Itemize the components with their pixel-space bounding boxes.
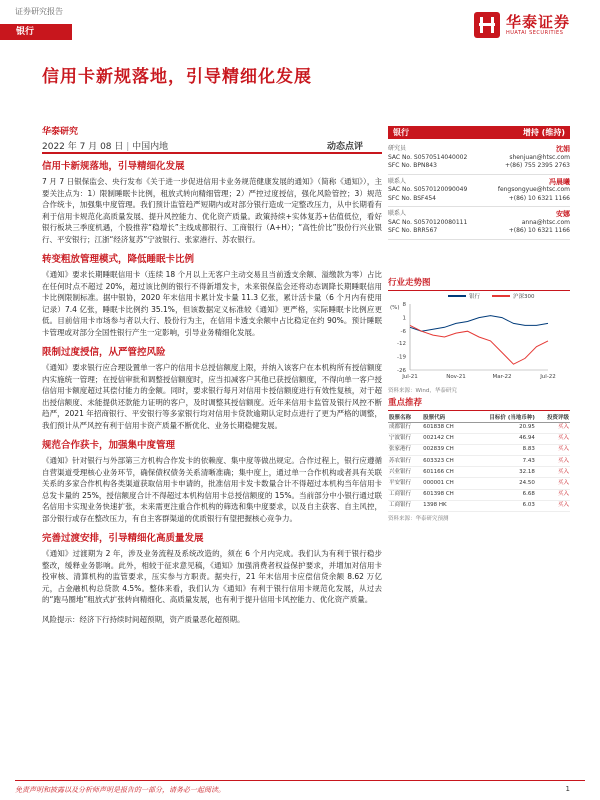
col-header-rating: 投资评级: [536, 412, 570, 423]
rating-cell: 买入: [536, 423, 570, 434]
doc-type-label: 证券研究报告: [15, 7, 63, 16]
analyst-email[interactable]: anna@htsc.com: [521, 218, 570, 226]
analyst-sfc: SFC No. BPN843: [388, 162, 437, 169]
analyst-card: [388, 207, 570, 240]
rating-cell: 买入: [536, 456, 570, 467]
analyst-role: 研究员: [388, 145, 407, 152]
x-tick-label: Mar-22: [492, 374, 512, 380]
recommendations-title: 重点推荐: [388, 396, 570, 411]
target-price-cell: 46.94: [469, 434, 536, 445]
risk-note: 风险提示：经济下行持续时间超预期，资产质量恶化超预期。: [42, 614, 245, 624]
section-5: [42, 532, 382, 606]
rating-cell: 买入: [536, 489, 570, 500]
analyst-name: 冯晨曦: [549, 177, 570, 186]
legend-label: 沪深300: [513, 294, 535, 300]
stock-code-cell: 002142 CH: [422, 434, 468, 445]
y-tick-label: -26: [397, 368, 406, 374]
rating-cell: 买入: [536, 467, 570, 478]
analyst-list: [388, 142, 570, 240]
table-row: [388, 467, 570, 478]
stock-code-cell: 000001 CH: [422, 478, 468, 489]
report-date: 2022 年 7 月 08 日: [42, 142, 124, 152]
stock-name-cell: 张家港行: [388, 445, 422, 456]
section-body: 《通知》过渡期为 2 年，涉及业务流程及系统改造的，须在 6 个月内完成。我们认为有利于银行稳步整改，缓释业务影响。此外，相较于征求意见稿，《通知》加强消费者权益保护要求，并增加对信用卡投审核、清算机构的监管要求，压实参与方职责。据央行，21 年末信用卡应偿信贷余额 8.62 万亿元，占金融机构总贷款 4.5%。整体来看，我们认为《通知》有利于银行信用卡规范化发展，从过去的“跑马圈地”粗放式扩张转向精细化、高质量发展，也有利于提升信用卡风控能力、优化资产质量。: [42, 549, 382, 604]
analyst-phone: +(86) 755 2395 2763: [504, 162, 570, 169]
analyst-sfc: SFC No. BRR567: [388, 227, 438, 234]
analyst-sac: SAC No. S0570514040002: [388, 153, 468, 161]
analyst-name: 沈娟: [556, 145, 570, 153]
target-price-cell: 20.95: [469, 423, 536, 434]
footer-divider: [15, 780, 585, 781]
company-logo: [474, 12, 570, 38]
recommendations-body: [388, 423, 570, 512]
stock-code-cell: 1398 HK: [422, 500, 468, 511]
y-tick-label: 1: [402, 315, 406, 322]
col-header-name: 股票名称: [388, 412, 422, 423]
report-title: 信用卡新规落地，引导精细化发展: [42, 67, 312, 87]
rating-bar: [388, 126, 570, 139]
stock-name-cell: 工商银行: [388, 500, 422, 511]
stock-code-cell: 601398 CH: [422, 489, 468, 500]
section-heading: 限制过度授信，从严管控风险: [42, 347, 166, 358]
stock-name-cell: 平安银行: [388, 478, 422, 489]
industry-label: 银行: [393, 128, 409, 137]
target-price-cell: 6.03: [469, 500, 536, 511]
logo-name-cn: 华泰证券: [505, 13, 570, 31]
y-tick-label: -6: [400, 329, 406, 336]
legend-swatch-csi300: [492, 295, 510, 297]
analyst-role: 联系人: [388, 210, 407, 217]
y-tick-label: -19: [397, 354, 406, 361]
logo-name-en: HUATAI SECURITIES: [505, 30, 564, 36]
section-heading: 规范合作获卡，加强集中度管理: [42, 440, 176, 451]
trend-chart-title: 行业走势图: [388, 276, 570, 291]
stock-code-cell: 603323 CH: [422, 456, 468, 467]
y-axis-label: (%): [390, 305, 400, 311]
table-header-row: [388, 412, 570, 423]
rating-cell: 买入: [536, 434, 570, 445]
section-body: 《通知》针对银行与外部第三方机构合作发卡的依赖度、集中度等做出规定。合作过程上，银行应遵循自营渠道受理核心业务环节，确保债权债务关系清晰准确；集中度上，通过单一合作机构或者具有关联关系的多家合作机构各类渠道获取信用卡申请的，批准信用卡发卡数量合计不得超过本机构当年信用卡总发卡量的 25%，授信额度合计不得超过本机构信用卡总授信额度的 15%。当前部分中小银行通过联名信用卡实现业务快速扩张，未来需更注重合作机构的筛选和集中度要求，以及自主获客、自主风控，部分银行或存在整改压力，有自主客群渠道的优质银行有望把握核心竞争力。: [42, 456, 382, 523]
analyst-card: [388, 175, 570, 208]
analyst-email[interactable]: fengsongyue@htsc.com: [497, 186, 570, 193]
col-header-target: 目标价 (当地币种): [469, 412, 536, 423]
rating-cell: 买入: [536, 500, 570, 511]
chart-source: 资料来源：Wind，华泰研究: [388, 388, 457, 394]
series-line-csi300: [410, 325, 548, 364]
target-price-cell: 24.50: [469, 478, 536, 489]
section-4: [42, 439, 382, 524]
section-tag: 银行: [0, 24, 72, 40]
analyst-phone: +(86) 10 6321 1166: [508, 227, 570, 234]
x-tick-label: Nov-21: [446, 374, 466, 380]
table-row: [388, 423, 570, 434]
legend-label: 银行: [469, 294, 481, 300]
analyst-name: 安娜: [556, 210, 570, 218]
target-price-cell: 32.18: [469, 467, 536, 478]
table-row: [388, 434, 570, 445]
recommendations-table-wrap: [388, 412, 570, 522]
y-tick-label: -12: [397, 340, 406, 347]
legend-item-bank: [448, 292, 480, 300]
section-heading: 转变粗放管理模式，降低睡眠卡比例: [42, 254, 195, 265]
rating-label: 增持 (维持): [522, 128, 565, 137]
section-3: [42, 346, 382, 431]
section-heading: 信用卡新规落地，引导精细化发展: [42, 161, 185, 172]
analyst-card: [388, 142, 570, 175]
rating-cell: 买入: [536, 445, 570, 456]
rating-cell: 买入: [536, 478, 570, 489]
stock-name-cell: 成都银行: [388, 423, 422, 434]
target-price-cell: 8.83: [469, 445, 536, 456]
stock-code-cell: 601838 CH: [422, 423, 468, 434]
stock-code-cell: 002839 CH: [422, 445, 468, 456]
stock-name-cell: 宁波银行: [388, 434, 422, 445]
trend-chart-svg: [388, 300, 570, 382]
recs-source: 资料来源：华泰研究预测: [388, 515, 449, 522]
research-org: 华泰研究: [42, 127, 79, 137]
header-divider: [42, 152, 382, 154]
analyst-sfc: SFC No. BSF454: [388, 194, 436, 202]
page-number: 1: [565, 785, 570, 793]
y-tick-label: 8: [402, 302, 406, 308]
chart-legend: [448, 292, 570, 300]
section-1: [42, 160, 382, 245]
huatai-logo-icon: [474, 12, 500, 38]
stock-name-cell: 兴业银行: [388, 467, 422, 478]
series-line-bank: [410, 316, 548, 332]
report-region: 中国内地: [132, 142, 169, 152]
table-row: [388, 445, 570, 456]
stock-name-cell: 工商银行: [388, 489, 422, 500]
legend-swatch-bank: [448, 295, 466, 297]
legend-item-csi300: [492, 292, 535, 300]
section-body: 《通知》要求银行应合理设置单一客户的信用卡总授信额度上限，并纳入该客户在本机构所有授信额度内实施统一管理；在授信审批和调整授信额度时，应当扣减客户其他已获授信额度，不得向单一客户授信信用卡额度超过其偿付能力的金额。同时，要求银行每月对信用卡授信额度进行有效性复核，对于超出授信额度、未能提供还款能力证明的客户，及时调整其授信额度。近年来信用卡监管及银行风控不断趋严，2021 年招商银行、平安银行等多家银行均对信用卡贷款逾期认定时点进行了更为严格的调整，我们预计从严风控有利于信用卡资产质量不断优化、业务长期稳健发展。: [42, 363, 382, 430]
trend-chart: [388, 292, 570, 394]
x-tick-label: Jul-21: [402, 374, 418, 380]
stock-name-cell: 苏农银行: [388, 456, 422, 467]
analyst-sac: SAC No. S0570120080111: [388, 218, 468, 226]
recommendations-table: [388, 412, 570, 512]
table-row: [388, 456, 570, 467]
report-type: 动态点评: [327, 142, 364, 152]
analyst-sac: SAC No. S0570120090049: [388, 186, 468, 193]
table-row: [388, 478, 570, 489]
analyst-email[interactable]: shenjuan@htsc.com: [509, 153, 570, 161]
table-row: [388, 500, 570, 511]
table-row: [388, 489, 570, 500]
col-header-code: 股票代码: [422, 412, 468, 423]
analyst-role: 联系人: [388, 177, 407, 185]
analyst-phone: +(86) 10 6321 1166: [508, 194, 570, 202]
section-heading: 完善过渡安排，引导精细化高质量发展: [42, 533, 204, 544]
section-body: 《通知》要求长期睡眠信用卡（连续 18 个月以上无客户主动交易且当前透支余额、溢缴款为零）占比在任何时点不超过 20%，超过该比例的银行不得新增发卡，未来银保监会还将动态调降长期睡眠信用卡比例限制标准。据中银协，2020 年末信用卡累计发卡量 11.3 亿张，累计活卡量（6 个月内有使用记录）7.4 亿张，睡眠卡比例约 35.1%，但该数据定义标准较《通知》更严格，实际睡眠卡比例应更低。目前信用卡市场参与者以大行、股份行为主，在信用卡透支余额中占比稳定在约 90%。预计睡眠卡管理或对部分全国性银行产生一定影响，引导业务精细化发展。: [42, 270, 382, 337]
section-body: 7 月 7 日银保监会、央行发布《关于进一步促进信用卡业务规范健康发展的通知》（简称《通知》），主要关注点为：1）限制睡眠卡比例，租放式转向精细管理；2）严控过度授信，强化风险管控；3）规范合作统卡，加强集中度管理。我们预计监管趋严短期内或对部分银行造成一定整改压力，从中长期看有利于信用卡规范化高质量发展、提升风控能力、优化资产质量。政策持续+实体复苏+估值低位，看好银行板块三季度机遇，个股推荐“稳增长”主线成都银行、工商银行（A+H）；“高性价比”股份行兴业银行、平安银行；江浙“经济复苏”宁波银行、张家港行、苏农银行。: [42, 177, 382, 244]
target-price-cell: 7.43: [469, 456, 536, 467]
target-price-cell: 6.68: [469, 489, 536, 500]
main-content: [42, 160, 382, 633]
report-dateline: 2022 年 7 月 08 日 | 中国内地: [42, 142, 169, 152]
section-2: [42, 253, 382, 338]
x-tick-label: Jul-22: [540, 374, 556, 380]
footer-disclaimer: 免责声明和披露以及分析师声明是报告的一部分，请务必一起阅读。: [15, 786, 225, 794]
stock-code-cell: 601166 CH: [422, 467, 468, 478]
